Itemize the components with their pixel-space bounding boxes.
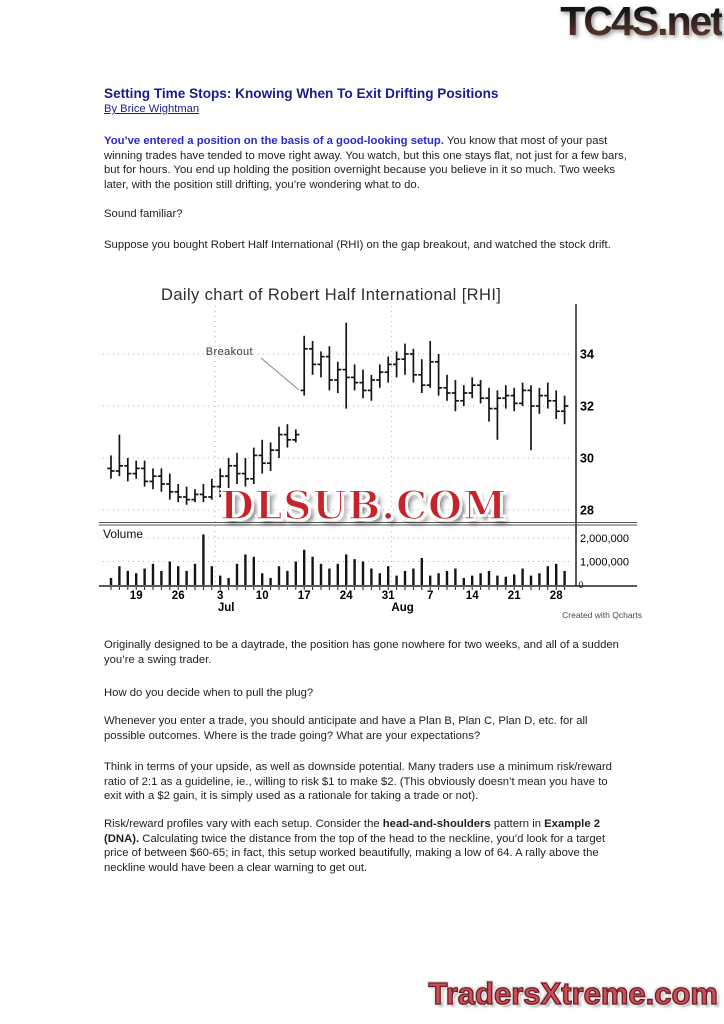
rhi-daily-chart-image [95,278,657,626]
svg-text:Aug: Aug [391,602,414,614]
gridlines [103,306,573,585]
author-byline-link[interactable]: By Brice Wightman [104,103,200,115]
svg-text:19: 19 [129,590,143,602]
svg-text:34: 34 [580,347,594,362]
bold-example-2-dna: Example 2 (DNA). [104,818,601,845]
paragraph-pull-plug: How do you decide when to pull the plug? [104,687,314,699]
svg-text:31: 31 [381,590,395,602]
svg-text:26: 26 [171,590,185,602]
chart-title: Daily chart of Robert Half International [RHI] [161,286,502,304]
paragraph-daytrade: Originally designed to be a daytrade, the position has gone nowhere for two weeks, and all of a sudden you’re a swing trader. [104,639,619,666]
lead-rest: You know that most of your past winning trades have tended to move right away. You watch, but this one stays flat, not just for a few bars, but for hours. You end up holding the position overnight because you believe in it so much. Two weeks later, with the position still drifting, you’re wondering what to do. [104,135,627,191]
svg-text:24: 24 [339,590,353,602]
svg-text:30: 30 [580,451,594,466]
rhi-daily-chart [95,278,657,626]
tc4s-site-logo[interactable]: TC4S.net [560,0,722,44]
paragraph-lead [104,134,628,192]
volume-label: Volume [103,527,144,541]
breakout-annotation [206,346,299,390]
volume-axis-labels [579,533,629,590]
svg-text:3: 3 [216,590,224,602]
lead-sentence: You’ve entered a position on the basis of a good-looking setup. [104,135,444,147]
tradersxtreme-site-logo[interactable]: TradersXtreme.com [428,976,718,1011]
svg-text:28: 28 [580,503,594,518]
svg-text:2,000,000: 2,000,000 [580,533,629,545]
bold-head-and-shoulders: head-and-shoulders [382,818,491,830]
svg-text:14: 14 [465,590,479,602]
svg-text:7: 7 [426,590,434,602]
svg-text:10: 10 [255,590,269,602]
paragraph-plan-b: Whenever you enter a trade, you should anticipate and have a Plan B, Plan C, Plan D, etc. for all possible outcomes. Where is the trade going? What are your expectations? [104,715,588,742]
chart-credit: Created with Qcharts [562,610,642,620]
paragraph-risk-reward: Think in terms of your upside, as well as downside potential. Many traders use a minimum risk/reward ratio of 2:1 as a guideline, ie., willing to risk $1 to make $2. (This obviously doesn’t mean you have to exit with a $2 gain, it is simply used as a rationale for taking a trade or not). [104,761,612,803]
svg-text:21: 21 [507,590,521,602]
svg-text:28: 28 [549,590,563,602]
svg-text:Jul: Jul [217,602,235,614]
svg-text:Breakout: Breakout [205,346,253,358]
paragraph-sound-familiar: Sound familiar? [104,208,183,220]
svg-text:32: 32 [580,399,594,414]
ohlc-bars [107,323,568,505]
paragraph-head-shoulders: Risk/reward profiles vary with each setup. Consider the head-and-shoulders pattern in Example 2 (DNA). Calculating twice the distance from the top of the head to the neckline, you’d look for a target price of between $60-65; in fact, this setup worked beautifully, making a low of 64. A rally above the neckline would have been a clear warning to get out. [104,818,606,874]
page-title: Setting Time Stops: Knowing When To Exit Drifting Positions [104,86,499,101]
svg-text:17: 17 [297,590,311,602]
price-axis-labels [580,348,594,518]
dlsub-watermark: DLSUB.COM [220,483,508,529]
svg-text:0: 0 [578,580,584,590]
svg-text:1,000,000: 1,000,000 [580,556,629,569]
paragraph-suppose: Suppose you bought Robert Half International (RHI) on the gap breakout, and watched the stock drift. [104,239,611,251]
volume-bars [111,534,565,585]
x-axis-labels [130,590,563,614]
